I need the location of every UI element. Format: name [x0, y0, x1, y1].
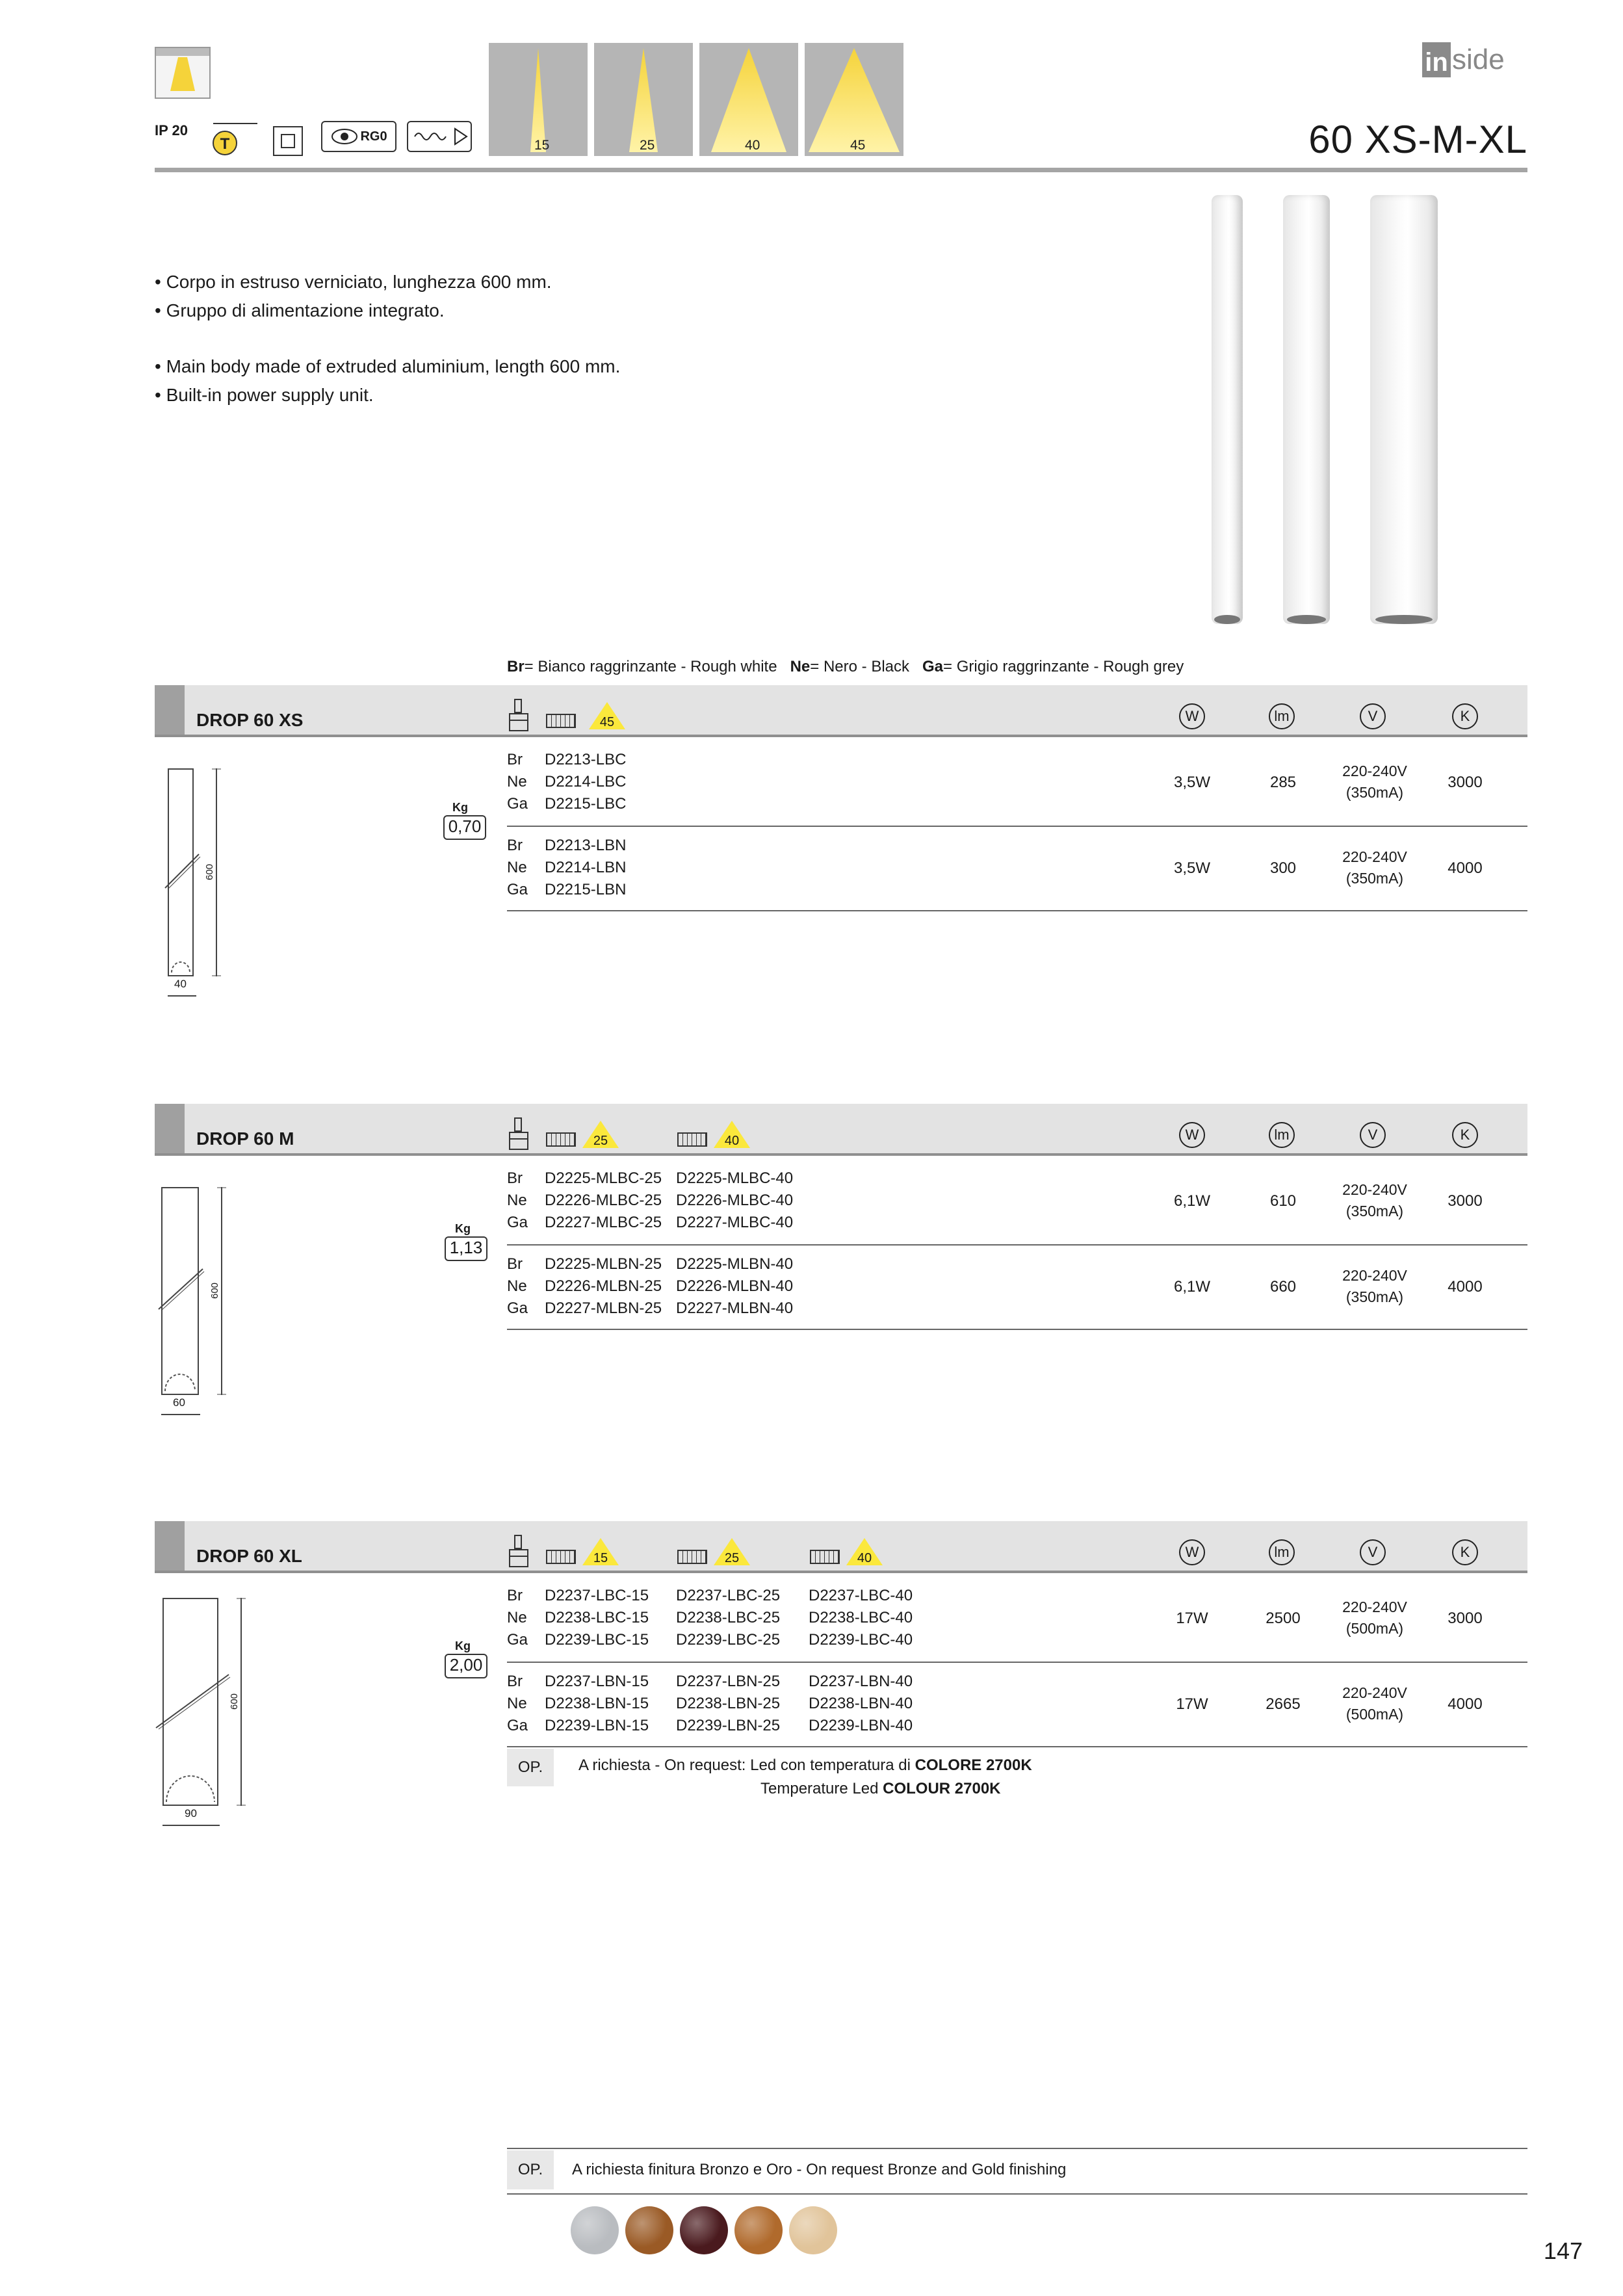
- article-codes: D2237-LBC-25 D2238-LBC-25 D2239-LBC-25: [676, 1587, 781, 1649]
- height-dimension: 600: [204, 863, 215, 880]
- finish-codes: Br Ne Ga: [507, 837, 528, 898]
- section-divider: [155, 1153, 1527, 1156]
- beam-angle-label: 25: [640, 138, 655, 153]
- watt-value: 6,1W: [1173, 1192, 1210, 1210]
- row-divider: [507, 826, 1527, 827]
- led-strip-icon: [546, 1132, 576, 1147]
- led-strip-icon: [546, 714, 576, 728]
- lamp-icon: [506, 1117, 533, 1153]
- row-divider: [507, 1244, 1527, 1246]
- finish-swatch-copper: [734, 2206, 783, 2254]
- kelvin-value: 3000: [1448, 1192, 1483, 1210]
- watt-icon: W: [1179, 1122, 1205, 1148]
- height-dimension: 600: [209, 1282, 220, 1299]
- section-cut-line: [153, 1672, 231, 1730]
- watt-value: 6,1W: [1173, 1278, 1210, 1296]
- beam-angle-label: 45: [599, 715, 615, 729]
- voltage: 220-240V: [1342, 848, 1407, 865]
- class-ii-icon: [273, 126, 303, 156]
- current: (350mA): [1345, 870, 1404, 887]
- weight-unit: Kg: [455, 1639, 471, 1652]
- finish-codes: Br Ne Ga: [507, 1169, 528, 1231]
- legend-key: Ne: [790, 658, 811, 675]
- row-divider: [507, 1329, 1527, 1330]
- voltage: 220-240V: [1342, 1598, 1407, 1615]
- lumen-value: 610: [1269, 1192, 1297, 1210]
- legend-text: = Nero - Black: [810, 658, 909, 675]
- article-codes: D2225-MLBN-40 D2226-MLBN-40 D2227-MLBN-40: [676, 1255, 794, 1317]
- led-strip-icon: [677, 1550, 707, 1564]
- lumen-value: 285: [1269, 774, 1297, 791]
- current: (350mA): [1345, 1288, 1404, 1305]
- finish-codes: Br Ne Ga: [507, 1587, 528, 1649]
- volt-icon: V: [1360, 703, 1386, 729]
- section-cut-line: [156, 1266, 205, 1312]
- kelvin-value: 4000: [1448, 859, 1483, 877]
- kelvin-icon: K: [1452, 1122, 1478, 1148]
- beam-angle-25: [594, 43, 693, 156]
- article-codes: D2213-LBN D2214-LBN D2215-LBN: [545, 837, 627, 898]
- article-codes: D2225-MLBN-25 D2226-MLBN-25 D2227-MLBN-25: [545, 1255, 662, 1317]
- article-codes: D2237-LBN-15 D2238-LBN-15 D2239-LBN-15: [545, 1673, 649, 1734]
- legend-text: = Bianco raggrinzante - Rough white: [524, 658, 777, 675]
- row-divider: [507, 910, 1527, 911]
- voltage-value: [1326, 1179, 1423, 1222]
- lumen-value: 300: [1269, 859, 1297, 877]
- option-note-line1: [578, 1756, 1032, 1775]
- header-divider: [155, 168, 1527, 172]
- voltage: 220-240V: [1342, 1684, 1407, 1701]
- beam-angle-45: [805, 43, 903, 156]
- weight-unit: Kg: [455, 1222, 471, 1235]
- led-strip-icon: [546, 1550, 576, 1564]
- lamp-icon: [506, 1534, 533, 1571]
- photobiological-safety-icon: [321, 121, 396, 152]
- product-title: 60 XS-M-XL: [1308, 118, 1527, 161]
- voltage: 220-240V: [1342, 763, 1407, 779]
- row-divider: [507, 1746, 1527, 1747]
- volt-icon: V: [1360, 1122, 1386, 1148]
- beam-angle-label: 40: [857, 1551, 872, 1565]
- finish-legend: [507, 658, 1184, 676]
- legend-key: Ga: [922, 658, 944, 675]
- option-label: OP.: [507, 1749, 554, 1786]
- description-line: • Main body made of extruded aluminium, length 600 mm.: [155, 356, 621, 376]
- weight-unit: Kg: [452, 801, 468, 814]
- article-codes: D2237-LBC-40 D2238-LBC-40 D2239-LBC-40: [809, 1587, 913, 1649]
- description-italian: [155, 268, 552, 325]
- width-dimension-line: [168, 992, 196, 1000]
- option-note: A richiesta finitura Bronzo e Oro - On request Bronze and Gold finishing: [572, 2161, 1067, 2178]
- weight-value: 0,70: [443, 815, 486, 840]
- voltage: 220-240V: [1342, 1267, 1407, 1284]
- option-note-line2: [760, 1780, 1001, 1798]
- description-line: • Built-in power supply unit.: [155, 385, 374, 405]
- page-number: 147: [1543, 2237, 1583, 2264]
- article-codes: D2237-LBC-15 D2238-LBC-15 D2239-LBC-15: [545, 1587, 649, 1649]
- ip-rating: IP 20: [155, 122, 188, 138]
- lumen-icon: lm: [1269, 1122, 1295, 1148]
- watt-value: 3,5W: [1173, 774, 1210, 791]
- beam-angle-40: [699, 43, 798, 156]
- watt-value: 17W: [1176, 1610, 1208, 1627]
- section-title: DROP 60 M: [196, 1128, 294, 1149]
- finish-swatch-burgundy: [680, 2206, 728, 2254]
- current: (350mA): [1345, 784, 1404, 801]
- lumen-icon: lm: [1269, 703, 1295, 729]
- section-title: DROP 60 XL: [196, 1546, 302, 1566]
- option-note-text: Temperature Led: [760, 1780, 883, 1797]
- voltage-value: [1326, 1265, 1423, 1308]
- width-dimension-line: [162, 1821, 220, 1829]
- section-title: DROP 60 XS: [196, 710, 304, 730]
- article-codes: D2213-LBC D2214-LBC D2215-LBC: [545, 751, 627, 813]
- beam-angle-label: 25: [593, 1134, 608, 1148]
- lumen-value: 2665: [1266, 1695, 1301, 1713]
- voltage: 220-240V: [1342, 1181, 1407, 1198]
- weight-value: 2,00: [445, 1654, 487, 1678]
- kelvin-icon: K: [1452, 703, 1478, 729]
- beam-angle-label: 25: [724, 1551, 740, 1565]
- product-photo-xs: [1212, 195, 1243, 624]
- article-codes: D2237-LBN-25 D2238-LBN-25 D2239-LBN-25: [676, 1673, 781, 1734]
- finish-codes: Br Ne Ga: [507, 1673, 528, 1734]
- led-strip-icon: [677, 1132, 707, 1147]
- kelvin-value: 3000: [1448, 1610, 1483, 1627]
- article-codes: D2225-MLBC-25 D2226-MLBC-25 D2227-MLBC-25: [545, 1169, 662, 1231]
- watt-icon: W: [1179, 703, 1205, 729]
- voltage-value: [1326, 846, 1423, 889]
- beam-angle-label: 15: [593, 1551, 608, 1565]
- beam-angle-label: 15: [534, 138, 550, 153]
- height-dimension: 600: [229, 1693, 240, 1710]
- beam-angle-label: 40: [745, 138, 760, 153]
- width-dimension: 40: [174, 978, 187, 990]
- option-note-text: A richiesta - On request: Led con temperatura di: [578, 1756, 915, 1774]
- width-dimension: 90: [185, 1807, 197, 1820]
- description-english: [155, 352, 620, 410]
- volt-icon: V: [1360, 1539, 1386, 1565]
- finish-swatch-gold: [789, 2206, 837, 2254]
- finish-swatch-bronze: [625, 2206, 673, 2254]
- current: (500mA): [1345, 1620, 1404, 1637]
- legend-text: = Grigio raggrinzante - Rough grey: [943, 658, 1184, 675]
- led-strip-icon: [810, 1550, 840, 1564]
- lamp-icon: [506, 698, 533, 735]
- driver-icon: [407, 121, 472, 152]
- width-dimension: 60: [173, 1396, 185, 1409]
- kelvin-value: 3000: [1448, 774, 1483, 791]
- voltage-value: [1326, 1682, 1423, 1725]
- option-label: OP.: [507, 2150, 554, 2189]
- lumen-value: 2500: [1266, 1610, 1301, 1627]
- rg-label: RG0: [360, 129, 387, 144]
- weight-value: 1,13: [445, 1236, 487, 1261]
- beam-angle-label: 40: [724, 1134, 740, 1148]
- product-photo-m: [1283, 195, 1330, 624]
- description-line: • Gruppo di alimentazione integrato.: [155, 300, 445, 320]
- temperature-icon: [209, 121, 261, 157]
- watt-icon: W: [1179, 1539, 1205, 1565]
- surface-mount-icon: [155, 47, 211, 99]
- product-photo-xl: [1370, 195, 1438, 624]
- article-codes: D2237-LBN-40 D2238-LBN-40 D2239-LBN-40: [809, 1673, 913, 1734]
- lumen-icon: lm: [1269, 1539, 1295, 1565]
- section-divider: [155, 1571, 1527, 1573]
- section-header-xl: [155, 1521, 1527, 1572]
- kelvin-value: 4000: [1448, 1278, 1483, 1296]
- finish-codes: Br Ne Ga: [507, 1255, 528, 1317]
- watt-value: 17W: [1176, 1695, 1208, 1713]
- width-dimension-line: [161, 1411, 200, 1418]
- beam-angle-label: 45: [850, 138, 866, 153]
- beam-angle-15: [489, 43, 588, 156]
- watt-value: 3,5W: [1173, 859, 1210, 877]
- kelvin-icon: K: [1452, 1539, 1478, 1565]
- svg-text:T: T: [220, 135, 230, 153]
- brand-logo: [1422, 40, 1505, 79]
- finish-swatch-silver: [571, 2206, 619, 2254]
- kelvin-value: 4000: [1448, 1695, 1483, 1713]
- article-codes: D2225-MLBC-40 D2226-MLBC-40 D2227-MLBC-40: [676, 1169, 794, 1231]
- option-note-bold: COLORE 2700K: [915, 1756, 1032, 1774]
- section-header-m: [155, 1104, 1527, 1155]
- description-line: • Corpo in estruso verniciato, lunghezza 600 mm.: [155, 272, 552, 292]
- voltage-value: [1326, 761, 1423, 803]
- current: (350mA): [1345, 1203, 1404, 1220]
- row-divider: [507, 2148, 1527, 2149]
- lumen-value: 660: [1269, 1278, 1297, 1296]
- brand-text: side: [1452, 44, 1505, 75]
- legend-key: Br: [507, 658, 525, 675]
- brand-box: in: [1422, 42, 1451, 77]
- finish-codes: Br Ne Ga: [507, 751, 528, 813]
- section-cut-line: [162, 852, 201, 891]
- row-divider: [507, 1662, 1527, 1663]
- option-note-bold: COLOUR 2700K: [883, 1780, 1001, 1797]
- section-divider: [155, 735, 1527, 737]
- row-divider: [507, 2193, 1527, 2195]
- voltage-value: [1326, 1597, 1423, 1639]
- section-header-xs: [155, 685, 1527, 736]
- current: (500mA): [1345, 1706, 1404, 1723]
